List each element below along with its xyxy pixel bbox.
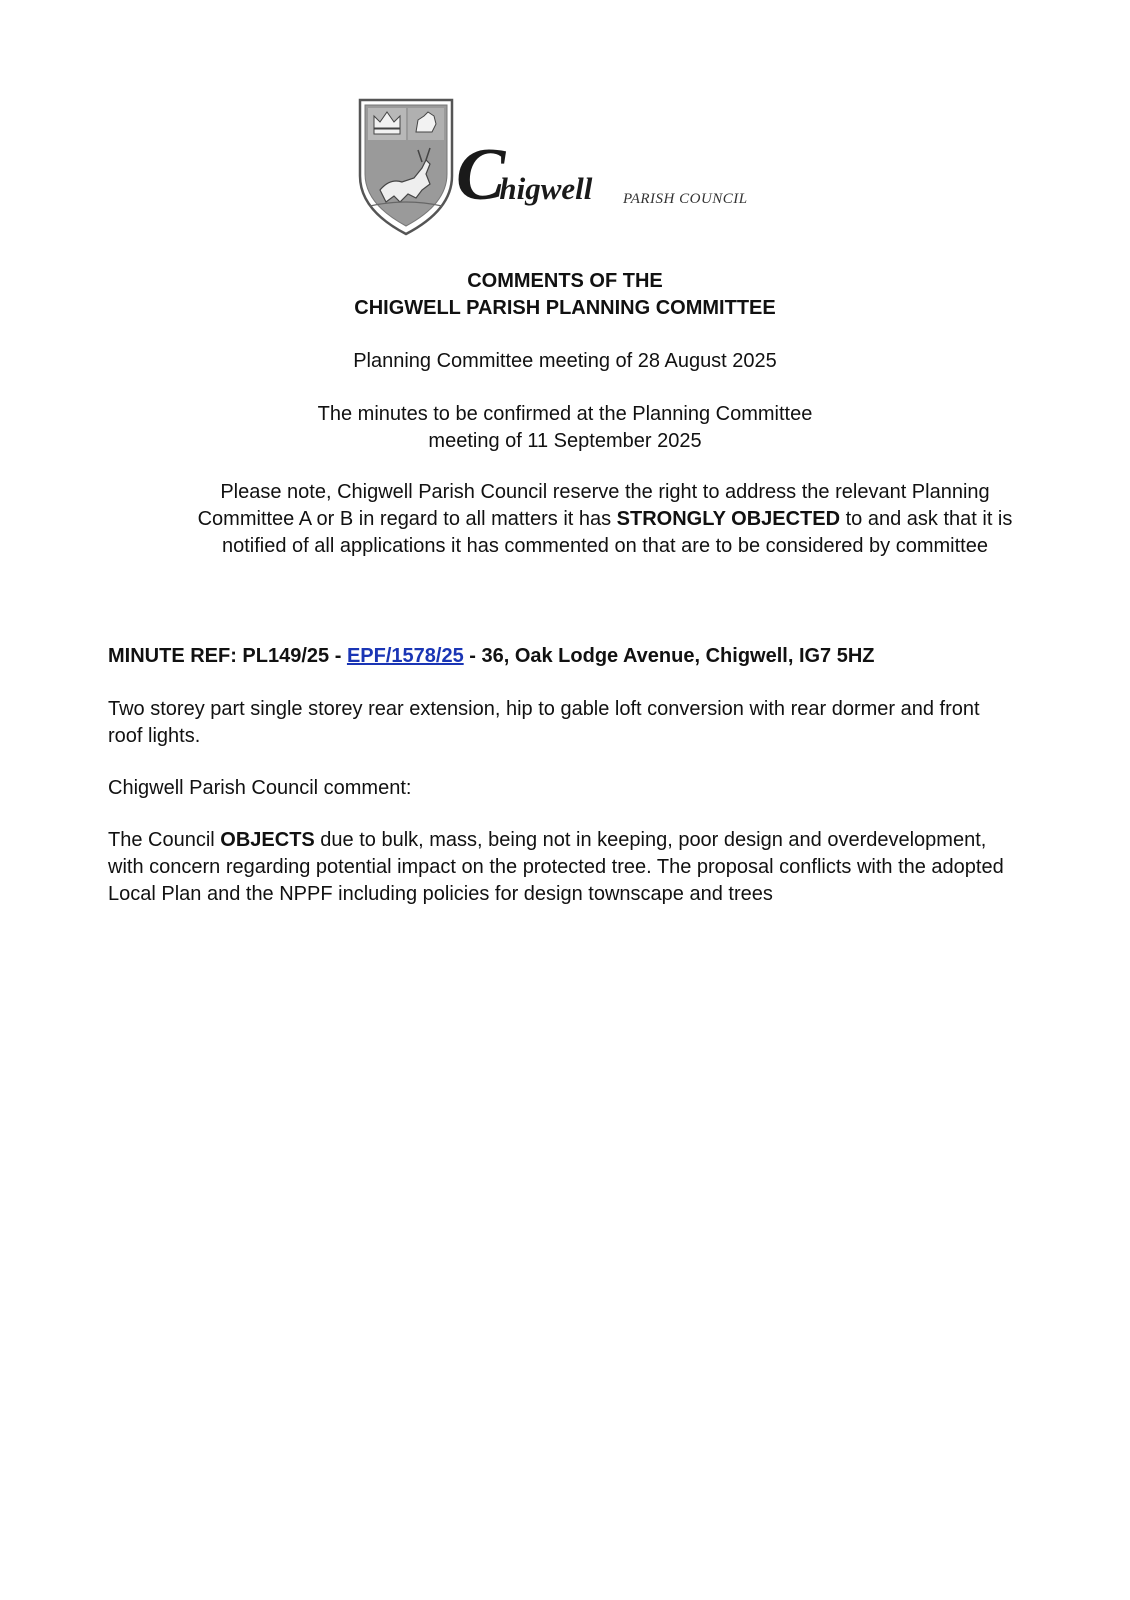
comment-text-after: due to bulk, mass, being not in keeping, poor design and overdevelopment, with concern regarding potential impact on the protected tree. The proposal conflicts with the adopted Local Plan and the NPPF including policies for design townscape and trees xyxy=(108,829,1004,905)
council-comment xyxy=(108,827,1018,908)
application-link[interactable]: EPF/1578/25 xyxy=(346,645,464,667)
minute-ref-address: - 36, Oak Lodge Avenue, Chigwell, IG7 5HZ xyxy=(463,645,875,667)
minute-ref-prefix: MINUTE REF: PL149/25 - xyxy=(108,645,347,667)
notice-text-before: Please note, Chigwell Parish Council reserve the right to address the relevant Planning Committee A or B in regard to all matters it has xyxy=(197,481,990,530)
comment-text-before: The Council xyxy=(108,829,221,851)
council-logo xyxy=(356,98,776,238)
meeting-date: Planning Committee meeting of 28 August 2025 xyxy=(353,350,777,372)
title-line-2: CHIGWELL PARISH PLANNING COMMITTEE xyxy=(354,297,776,319)
logo-subtitle: PARISH COUNCIL xyxy=(623,191,748,207)
application-description: Two storey part single storey rear extension, hip to gable loft conversion with rear dormer and front roof lights. xyxy=(108,698,980,747)
notice-text-after: to and ask that it is notified of all applications it has commented on that are to be considered by committee xyxy=(222,508,1013,557)
page-title xyxy=(180,268,950,322)
logo-initial: C xyxy=(456,134,506,216)
minute-reference xyxy=(108,643,1018,670)
logo-name xyxy=(456,134,593,216)
comment-label: Chigwell Parish Council comment: xyxy=(108,777,412,799)
chigwell-crest-icon xyxy=(356,98,456,236)
minutes-confirmation xyxy=(180,401,950,455)
comment-emphasis: OBJECTS xyxy=(220,829,315,851)
minutes-line-2: meeting of 11 September 2025 xyxy=(428,430,702,452)
notice-paragraph xyxy=(170,479,1040,560)
notice-emphasis: STRONGLY OBJECTED xyxy=(616,508,841,530)
minutes-line-1: The minutes to be confirmed at the Planning Committee xyxy=(317,403,813,425)
title-line-1: COMMENTS OF THE xyxy=(467,270,663,292)
logo-name-rest: higwell xyxy=(499,171,593,206)
